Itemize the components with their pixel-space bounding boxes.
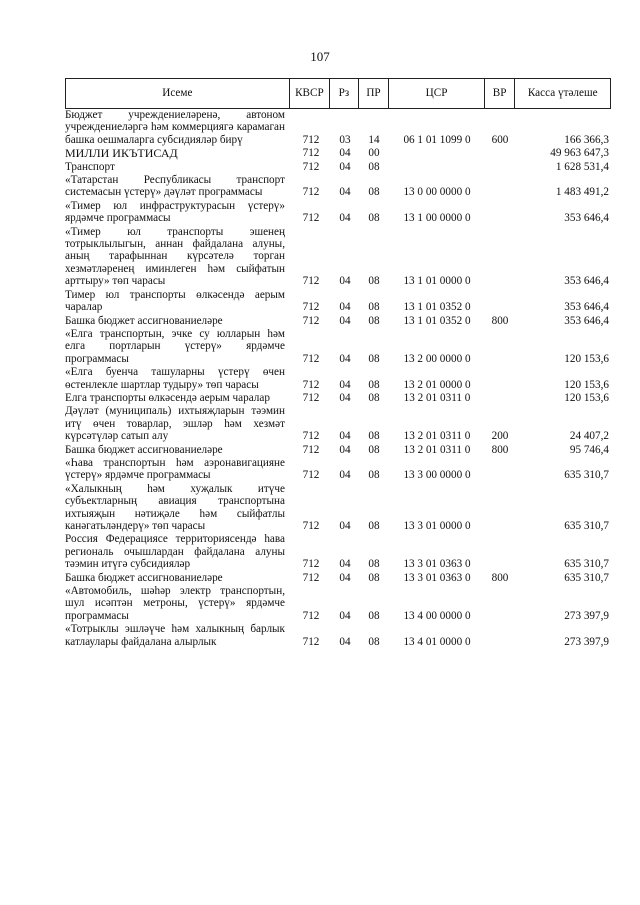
cell-pr: 08 [368,212,380,225]
cell-sum: 353 646,4 [564,275,609,288]
table-row [65,483,611,534]
cell-kvsr: 712 [302,186,320,199]
cell-sum: 49 963 647,3 [550,147,609,160]
page-number: 107 [310,49,330,64]
cell-pr: 08 [368,160,380,173]
cell-vr [485,365,515,366]
cell-csr [389,173,485,174]
cell-kvsr: 712 [302,314,320,327]
cell-pr: 08 [368,378,380,391]
cell-sum: 120 153,6 [564,352,609,365]
cell-kvsr: 712 [302,443,320,456]
cell-rz: 04 [339,301,351,314]
cell-pr: 08 [368,443,380,456]
cell-kvsr: 712 [302,212,320,225]
cell-csr: 13 3 01 0363 0 [403,571,471,584]
table-row [65,366,611,392]
cell-csr: 13 0 00 0000 0 [403,186,471,199]
cell-kvsr: 712 [302,160,320,173]
cell-rz: 04 [339,314,351,327]
cell-vr: 600 [491,133,509,146]
cell-name: Башка бюджет ассигнованиеләре [65,443,223,456]
cell-pr: 08 [368,635,380,648]
cell-pr: 00 [368,147,380,160]
table-header [65,78,611,109]
cell-name: Транспорт [65,160,115,173]
cell-sum: 635 310,7 [564,558,609,571]
cell-rz: 04 [339,571,351,584]
cell-sum: 120 153,6 [564,378,609,391]
cell-vr [485,288,515,289]
cell-rz: 04 [339,443,351,456]
cell-name: «Елга транспортын, эчке су юлларын һәм елга портларын үстерү» ярдәмче программасы [65,327,285,365]
cell-sum: 166 366,3 [564,133,609,146]
cell-pr: 08 [368,391,380,404]
cell-csr: 13 1 01 0000 0 [403,275,471,288]
cell-kvsr: 712 [302,469,320,482]
cell-rz: 03 [339,133,351,146]
cell-sum: 353 646,4 [564,314,609,327]
cell-sum: 635 310,7 [564,469,609,482]
cell-vr [485,648,515,649]
cell-csr: 13 1 01 0352 0 [403,314,471,327]
table-row [65,315,611,328]
cell-rz: 04 [339,469,351,482]
header-name: Исеме [162,87,193,100]
table-row [65,226,611,289]
cell-rz: 04 [339,609,351,622]
cell-rz: 04 [339,430,351,443]
cell-csr: 13 4 01 0000 0 [403,635,471,648]
table-row [65,623,611,649]
cell-sum: 635 310,7 [564,571,609,584]
cell-rz: 04 [339,186,351,199]
table-row [65,174,611,200]
cell-pr: 08 [368,430,380,443]
cell-csr: 13 2 01 0311 0 [403,430,471,443]
table-body [65,109,611,649]
cell-rz: 04 [339,352,351,365]
cell-rz: 04 [339,391,351,404]
cell-name: Елга транспорты өлкәсендә аерым чаралар [65,391,270,404]
cell-kvsr: 712 [302,133,320,146]
table-row [65,200,611,226]
header-rz: Рз [329,79,358,108]
cell-name: «Тотрыклы эшләүче һәм халыкның барлык катлаулары файдалана алырлык [65,623,285,648]
cell-pr: 08 [368,352,380,365]
cell-sum: 353 646,4 [564,212,609,225]
budget-table [65,78,611,649]
cell-sum: 1 628 531,4 [555,160,609,173]
cell-pr: 08 [368,314,380,327]
table-row [65,533,611,571]
cell-sum: 95 746,4 [569,443,609,456]
cell-kvsr: 712 [302,558,320,571]
cell-rz: 04 [339,635,351,648]
header-kvsr: КВСР [289,79,329,108]
cell-csr: 13 1 01 0352 0 [403,301,471,314]
cell-csr: 13 3 00 0000 0 [403,469,471,482]
cell-name: «Тимер юл инфраструктурасын үстерү» ярдәмче программасы [65,199,285,225]
cell-vr: 800 [491,443,509,456]
cell-name: «Халыкның һәм хуҗалык итүче субъектларның авиация транспортына ихтыяҗын нәтиҗәле һәм сыйфатлы канәгатьләндерү» төп чарасы [65,482,285,532]
cell-kvsr: 712 [302,378,320,391]
cell-csr: 13 2 01 0311 0 [403,391,471,404]
cell-sum: 24 407,2 [569,430,609,443]
table-row [65,585,611,623]
cell-name: «Автомобиль, шәһәр электр транспортын, шул исәптән метроны, үстерү» ярдәмче программасы [65,585,285,622]
cell-kvsr: 712 [302,520,320,532]
cell-pr: 08 [368,520,380,532]
cell-sum: 635 310,7 [564,520,609,532]
cell-pr: 14 [368,133,380,146]
header-csr: ЦСР [388,79,484,108]
cell-kvsr: 712 [302,301,320,314]
cell-kvsr: 712 [302,635,320,648]
cell-vr [485,391,515,392]
table-row [65,161,611,174]
cell-csr: 13 3 01 0363 0 [403,558,471,571]
cell-pr: 08 [368,186,380,199]
cell-csr: 13 2 01 0000 0 [403,378,471,391]
cell-vr [485,404,515,405]
cell-vr: 800 [491,571,509,584]
cell-csr: 06 1 01 1099 0 [403,133,471,146]
header-vr: ВР [484,79,515,108]
cell-csr: 13 1 00 0000 0 [403,212,471,225]
table-row [65,572,611,585]
table-row [65,328,611,366]
header-pr: ПР [358,79,389,108]
cell-vr [485,482,515,483]
cell-name: Башка бюджет ассигнованиеләре [65,314,223,327]
cell-vr [485,173,515,174]
cell-name: Россия Федерациясе территориясендә һава региональ очышлардан файдалана алуны тәэмин итүгә субсидияләр [65,533,285,571]
cell-csr: 13 3 01 0000 0 [403,520,471,532]
cell-name: «Һава транспортын һәм аэронавигацияне үстерү» ярдәмче программасы [65,456,285,482]
cell-kvsr: 712 [302,391,320,404]
cell-name: Дәүләт (муниципаль) ихтыяҗларын тәэмин итү өчен товарлар, эшләр һәм хезмәт күрсәтүләр сатып алу [65,405,285,443]
cell-sum: 1 483 491,2 [555,186,609,199]
cell-vr: 200 [491,430,509,443]
cell-pr: 08 [368,301,380,314]
cell-name: «Тимер юл транспорты эшенең тотрыклылыгын, аннан файдалана алуны, аның тарафыннан күрсәтелә торган хезмәтләренең иминлеген һәм сыйфатын арттыру» төп чарасы [65,225,285,288]
cell-kvsr: 712 [302,571,320,584]
cell-pr: 08 [368,558,380,571]
cell-sum: 353 646,4 [564,301,609,314]
table-row [65,392,611,405]
cell-kvsr: 712 [302,147,320,160]
cell-pr: 08 [368,571,380,584]
cell-csr [389,160,485,161]
cell-csr: 13 4 00 0000 0 [403,609,471,622]
table-row [65,109,611,147]
cell-csr: 13 2 01 0311 0 [403,443,471,456]
cell-name: Башка бюджет ассигнованиеләре [65,571,223,584]
cell-sum: 120 153,6 [564,391,609,404]
cell-rz: 04 [339,520,351,532]
cell-rz: 04 [339,378,351,391]
cell-rz: 04 [339,275,351,288]
cell-vr [485,199,515,200]
cell-kvsr: 712 [302,352,320,365]
cell-kvsr: 712 [302,430,320,443]
cell-name: МИЛЛИ ИКЪТИСАД [65,146,178,161]
cell-vr [485,160,515,161]
cell-rz: 04 [339,212,351,225]
cell-csr: 13 2 00 0000 0 [403,352,471,365]
cell-pr: 08 [368,609,380,622]
cell-rz: 04 [339,160,351,173]
table-row [65,457,611,483]
table-row [65,289,611,315]
cell-rz: 04 [339,147,351,160]
cell-name: Бюджет учреждениеләренә, автоном учреждениеләргә һәм коммерциягә карамаган башка оешмаларга субсидияләр бирү [65,109,285,146]
cell-sum: 273 397,9 [564,609,609,622]
cell-vr [485,622,515,623]
cell-vr: 800 [491,314,509,327]
table-row [65,147,611,160]
cell-vr [485,225,515,226]
cell-kvsr: 712 [302,609,320,622]
header-sum: Касса үтәлеше [514,79,610,108]
table-row [65,444,611,457]
cell-pr: 08 [368,469,380,482]
cell-sum: 273 397,9 [564,635,609,648]
cell-pr: 08 [368,275,380,288]
cell-name: «Татарстан Республикасы транспорт системасын үстерү» дәүләт программасы [65,174,285,199]
cell-kvsr: 712 [302,275,320,288]
cell-vr [485,532,515,533]
cell-name: «Елга буенча ташуларны үстерү өчен өстенлекле шартлар тудыру» төп чарасы [65,366,285,391]
cell-rz: 04 [339,558,351,571]
table-row [65,405,611,443]
cell-name: Тимер юл транспорты өлкәсендә аерым чаралар [65,288,285,314]
